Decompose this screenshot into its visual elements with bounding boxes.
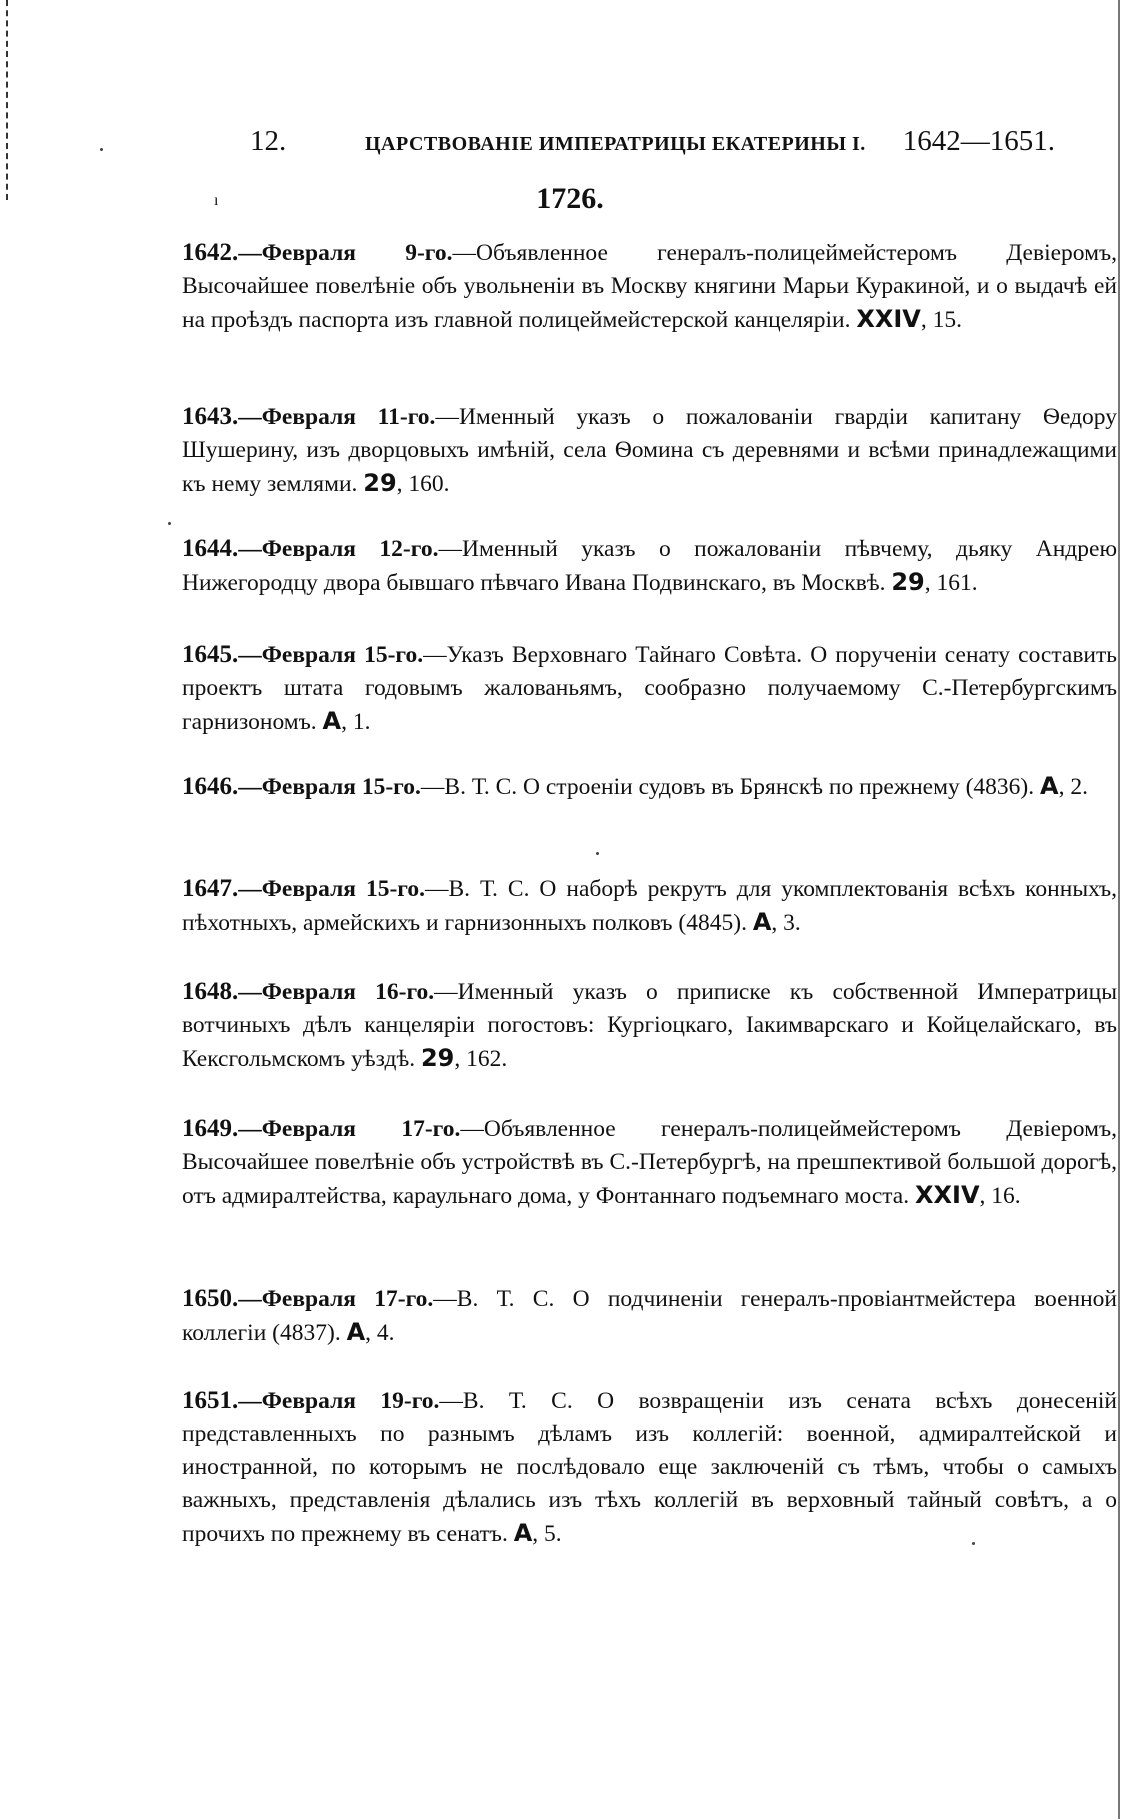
entry-source: 29 <box>891 568 925 596</box>
entry-1648 <box>182 975 1117 1076</box>
entry-1643 <box>182 400 1117 501</box>
entry-date: —Февраля 12-го. <box>238 536 439 562</box>
entry-1646 <box>182 770 1117 804</box>
entry-text: —Объявленное генералъ-полицеймейстеромъ Девіеромъ, Высочайшее повелѣніе объ увольненіи въ Москву княгини Марьи Куракиной, и о выдачѣ ей на проѣздъ паспорта изъ главной полицеймейстерской канцеляріи. <box>182 240 1117 333</box>
entry-number: 1648. <box>182 978 239 1005</box>
entry-ref: , 16. <box>979 1183 1021 1209</box>
header-entry-range: 1642—1651. <box>902 125 1055 157</box>
entry-1649 <box>182 1112 1117 1213</box>
entry-1650 <box>182 1282 1117 1350</box>
entry-source: А <box>322 707 342 735</box>
running-header <box>245 125 1055 165</box>
entry-text: —Указъ Верховнаго Тайнаго Совѣта. О порученіи сенату составить проектъ штата годовымъ жалованьямъ, сообразно получаемому С.-Петербургскимъ гарнизономъ. <box>182 642 1117 735</box>
entry-ref: , 15. <box>920 307 962 333</box>
entry-ref: , 3. <box>771 910 801 936</box>
speck <box>100 148 103 151</box>
entry-source: А <box>513 1519 533 1547</box>
entry-number: 1643. <box>182 403 239 430</box>
entry-ref: , 2. <box>1058 774 1088 800</box>
year-heading: 1726. <box>536 182 604 215</box>
entry-date: —Февраля 11-го. <box>238 404 436 430</box>
entry-date: —Февраля 15-го. <box>238 642 424 668</box>
page-number: 12. <box>250 125 287 157</box>
entry-text: —Именный указъ о пожалованіи пѣвчему, дьяку Андрею Нижегородцу двора бывшаго пѣвчаго Ивана Подвинскаго, въ Москвѣ. <box>182 536 1117 596</box>
entry-number: 1644. <box>182 535 239 562</box>
entry-date: —Февраля 17-го. <box>238 1116 461 1142</box>
entry-number: 1646. <box>182 773 239 800</box>
entry-text: —В. Т. С. О возвращеніи изъ сената всѣхъ донесеній представленныхъ по разнымъ дѣламъ изъ коллегій: военной, адмиралтейской и иностранной, по которымъ не послѣдовало еще заключеній съ тѣмъ, чтобы о самыхъ важныхъ, представленія дѣлались изъ тѣхъ коллегій въ верховный тайный совѣтъ, а о прочихъ по прежнему въ сенатъ. <box>182 1388 1117 1547</box>
entry-number: 1651. <box>182 1387 239 1414</box>
entry-text: —В. Т. С. О строеніи судовъ въ Брянскѣ по прежнему (4836). <box>420 774 1035 800</box>
header-title: ЦАРСТВОВАНІЕ ИМПЕРАТРИЦЫ ЕКАТЕРИНЫ I. <box>365 133 866 155</box>
speck <box>596 852 599 855</box>
speck <box>168 522 171 525</box>
entry-date: —Февраля 17-го. <box>238 1286 434 1312</box>
entry-ref: , 1. <box>341 709 371 735</box>
right-page-edge <box>1118 0 1120 1819</box>
entry-1645 <box>182 638 1117 739</box>
entry-number: 1647. <box>182 875 239 902</box>
entry-date: —Февраля 19-го. <box>238 1388 440 1414</box>
left-margin-mark <box>6 0 8 200</box>
entry-ref: , 161. <box>924 570 978 596</box>
entry-text: —В. Т. С. О подчиненіи генералъ-провіантмейстера военной коллегіи (4837). <box>182 1286 1117 1346</box>
entry-text: —В. Т. С. О наборѣ рекрутъ для укомплектованія всѣхъ конныхъ, пѣхотныхъ, армейскихъ и гарнизонныхъ полковъ (4845). <box>182 876 1117 936</box>
entry-number: 1645. <box>182 641 239 668</box>
entry-source: 29 <box>420 1044 455 1072</box>
entry-number: 1650. <box>182 1285 239 1312</box>
entry-ref: , 4. <box>365 1320 395 1346</box>
entry-source: А <box>346 1318 366 1346</box>
entry-ref: , 5. <box>532 1521 562 1547</box>
entry-1651 <box>182 1384 1117 1551</box>
entry-1644 <box>182 532 1117 600</box>
entry-text: —Объявленное генералъ-полицеймейстеромъ Девіеромъ, Высочайшее повелѣніе объ устройствѣ въ С.-Петербургѣ, на прешпективой большой дорогѣ, отъ адмиралтейства, караульнаго дома, у Фонтаннаго подъемнаго моста. <box>182 1116 1117 1209</box>
entry-ref: , 160. <box>396 471 450 497</box>
entry-source: А <box>752 908 772 936</box>
entry-source: XXIV <box>856 305 921 333</box>
entry-ref: , 162. <box>454 1046 508 1072</box>
entry-source: А <box>1040 772 1059 800</box>
entry-number: 1649. <box>182 1115 239 1142</box>
entry-1642 <box>182 236 1117 337</box>
entry-1647 <box>182 872 1117 940</box>
entry-number: 1642. <box>182 239 239 266</box>
entry-date: —Февраля 15-го. <box>238 876 425 902</box>
entry-text: —Именный указъ о пожалованіи гвардіи капитану Ѳедору Шушерину, изъ дворцовыхъ имѣній, села Ѳомина съ деревнями и всѣми принадлежащими къ нему землями. <box>182 404 1117 497</box>
year-mark: ı <box>214 192 219 209</box>
entry-source: 29 <box>363 469 397 497</box>
entry-text: —Именный указъ о приписке къ собственной Императрицы вотчиныхъ дѣлъ канцеляріи погостовъ: Кургіоцкаго, Іакимварскаго и Койцелайскаго, въ Кексгольмскомъ уѣздѣ. <box>182 979 1117 1072</box>
entry-date: —Февраля 9-го. <box>238 240 453 266</box>
entry-date: —Февраля 16-го. <box>238 979 435 1005</box>
entry-date: —Февраля 15-го. <box>238 774 421 800</box>
entry-source: XXIV <box>915 1181 980 1209</box>
